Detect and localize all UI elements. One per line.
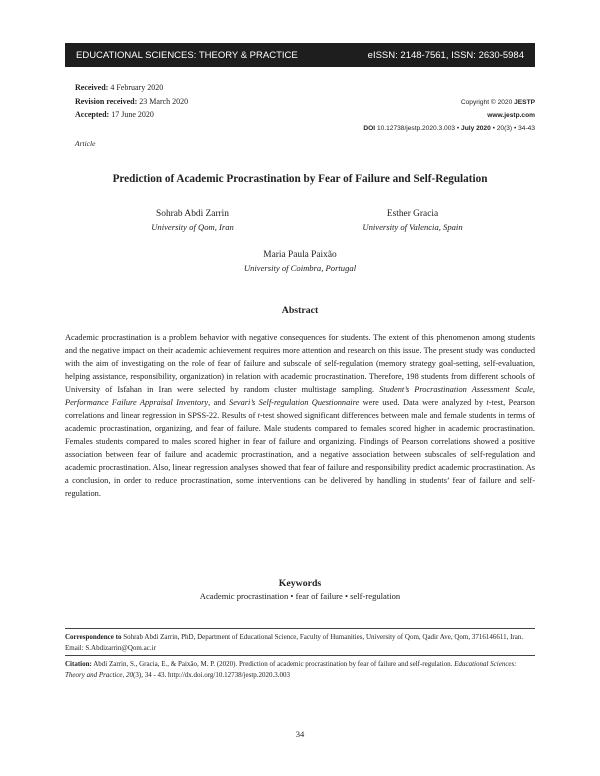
author-1	[75, 208, 310, 234]
revision-date: Revision received: 23 March 2020	[75, 96, 189, 106]
divider	[65, 628, 535, 629]
author-name: Esther Gracia	[386, 209, 439, 219]
article-dates	[75, 81, 188, 122]
keywords-heading: Keywords	[278, 578, 322, 589]
author-affiliation: University of Valencia, Spain	[362, 222, 463, 232]
article-type-label: Article	[75, 139, 96, 148]
accepted-date: Accepted: 17 June 2020	[75, 110, 154, 119]
doi-line[interactable]: DOI 10.12738/jestp.2020.3.003 • July 2020 • 20(3) • 34-43	[363, 125, 535, 132]
keywords-list: Academic procrastination • fear of failure • self-regulation	[199, 591, 401, 601]
author-affiliation: University of Qom, Iran	[151, 222, 234, 232]
author-2	[300, 208, 525, 234]
author-3	[200, 249, 400, 275]
paper-title: Prediction of Academic Procrastination by Fear of Failure and Self-Regulation	[112, 173, 488, 185]
abstract-heading: Abstract	[281, 305, 319, 316]
page-number: 34	[295, 729, 305, 739]
website-link[interactable]: www.jestp.com	[487, 112, 535, 119]
journal-header-bar	[65, 43, 535, 67]
copyright: Copyright © 2020 JESTP	[460, 99, 535, 106]
author-name: Sohrab Abdi Zarrin	[156, 209, 229, 219]
journal-name: EDUCATIONAL SCIENCES: THEORY & PRACTICE	[76, 49, 298, 61]
publication-info	[363, 96, 535, 135]
divider	[65, 655, 535, 656]
abstract-text: Academic procrastination is a problem behavior with negative consequences for students. The extent of this phenomenon among students and the negative impact on their academic achievement requires more attention and research on this issue. The present study was conducted with the aim of investigating on the role of fear of failure and subscale of self-regulation (memory strategy goal-setting, self-evaluation, helping assistance, responsibility, organization) in relation with academic procrastination. Therefore, 198 students from different schools of University of Isfahan in Iran were selected by random cluster multistage sampling. Student’s Procrastination Assessment Scale, Performance Failure Appraisal Inventory, and Sevari’s Self-regulation Questionnaire were used. Data were analyzed by t-test, Pearson correlations and linear regression in SPSS-22. Results of t-test showed significant differences between male and female students in terms of academic procrastination, organizing, and fear of failure. Male students compared to females scored higher in academic procrastination. Females students compared to males scored higher in fear of failure and organizing. Findings of Pearson correlations showed a positive association between fear of failure and academic procrastination, and a negative association between subscales of self-regulation and academic procrastination. Also, linear regression analyses showed that fear of failure and responsibility predict academic procrastination. As a conclusion, in order to reduce procrastination, some interventions can be delivered by handling in students’ fear of failure and self-regulation.	[65, 333, 536, 498]
author-name: Maria Paula Paixão	[263, 250, 337, 260]
correspondence-note: Correspondence to Sohrab Abdi Zarrin, PhD, Department of Educational Science, Faculty of Humanities, University of Qom, Qadir Ave, Qom, 3716146611, Iran. Email: S.Abdizarrin@Qom.ac.ir	[65, 633, 524, 652]
citation-note: Citation: Abdi Zarrin, S., Gracia, E., & Paixão, M. P. (2020). Prediction of academic procrastination by fear of failure and self-regulation. Educational Sciences: Theory and Practice, 20(3), 34 - 43. http://dx.doi.org/10.12738/jestp.2020.3.003	[65, 660, 517, 679]
received-date: Received: 4 February 2020	[75, 83, 164, 92]
issn: eISSN: 2148-7561, ISSN: 2630-5984	[367, 49, 524, 61]
author-affiliation: University of Coimbra, Portugal	[243, 263, 357, 273]
